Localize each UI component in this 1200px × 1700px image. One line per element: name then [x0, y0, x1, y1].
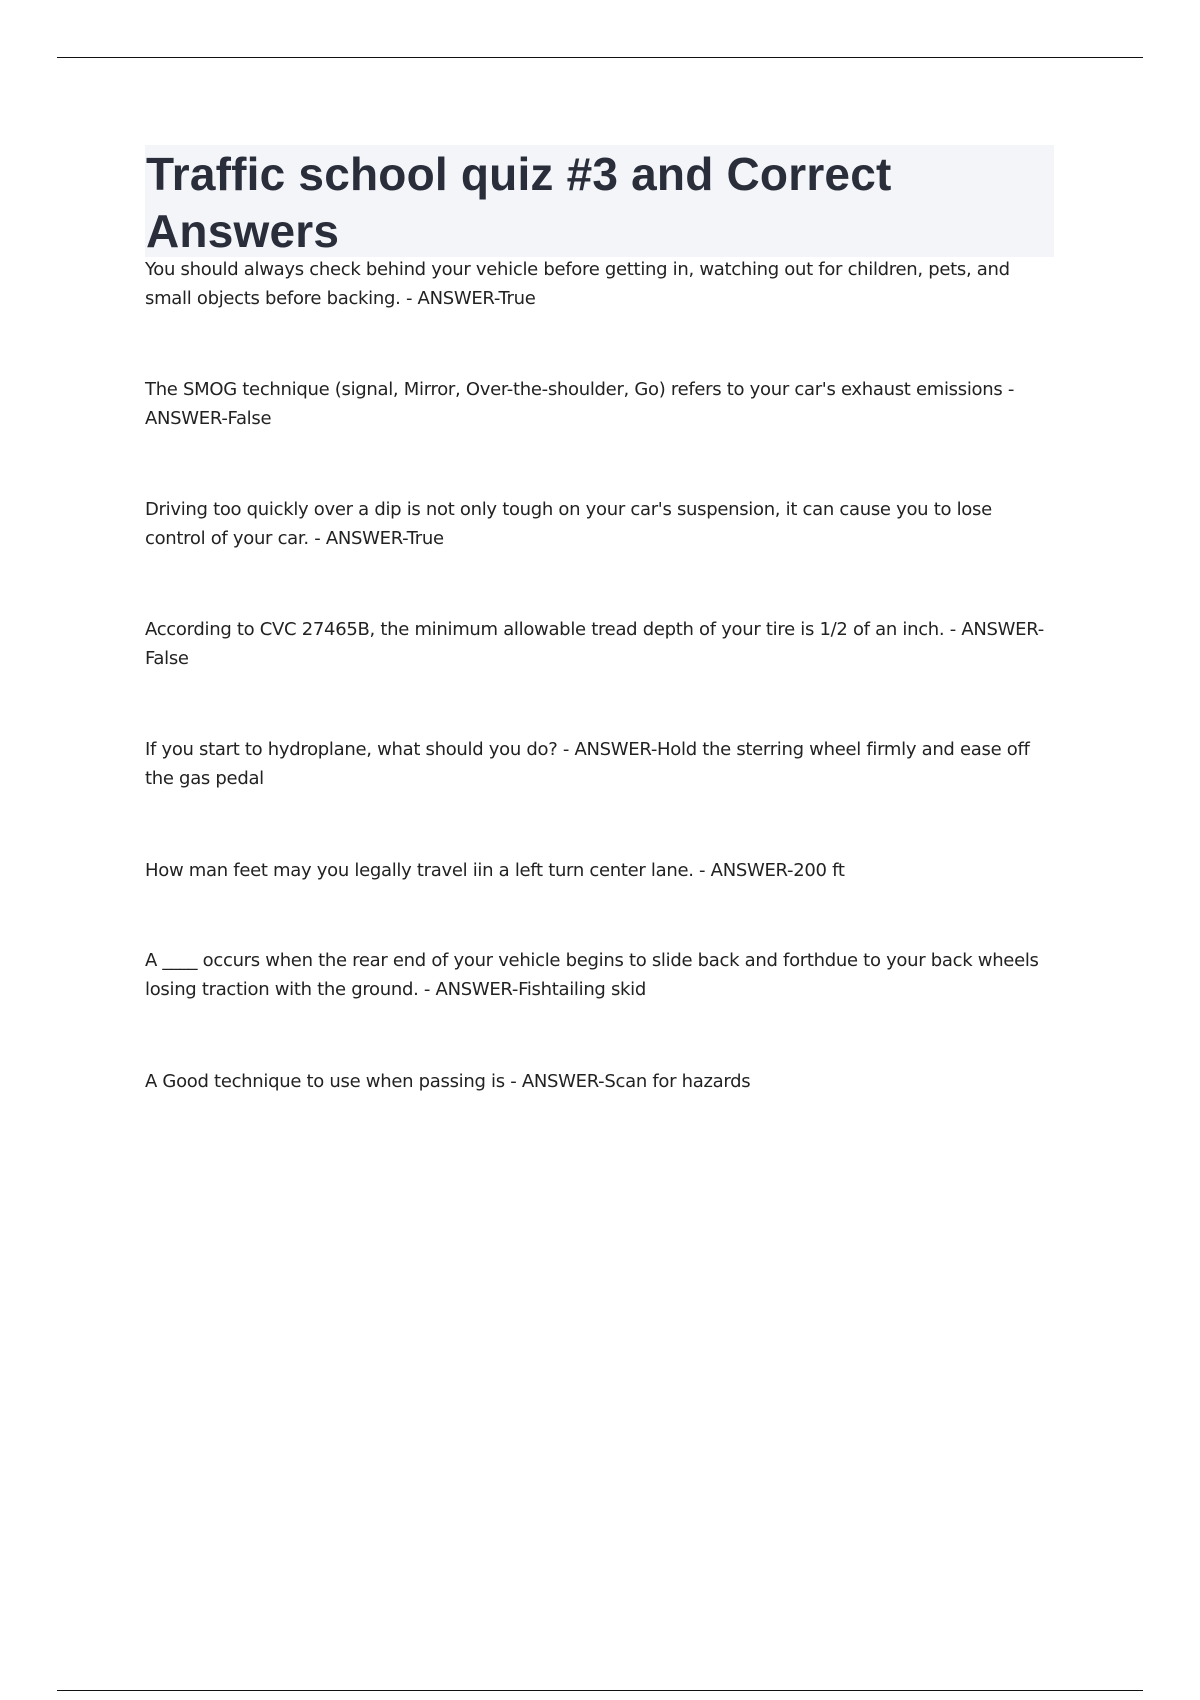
qa-item-4: According to CVC 27465B, the minimum allowable tread depth of your tire is 1/2 of an inch. - ANSWER-False — [145, 619, 1044, 669]
bottom-divider — [57, 1690, 1143, 1691]
qa-item-1: You should always check behind your vehicle before getting in, watching out for children, pets, and small objects before backing. - ANSWER-True — [145, 259, 1010, 309]
qa-item-3: Driving too quickly over a dip is not only tough on your car's suspension, it can cause you to lose control of your car. - ANSWER-True — [145, 499, 992, 549]
qa-item-2: The SMOG technique (signal, Mirror, Over-the-shoulder, Go) refers to your car's exhaust emissions - ANSWER-False — [145, 379, 1015, 429]
qa-item-6: How man feet may you legally travel iin a left turn center lane. - ANSWER-200 ft — [145, 860, 845, 881]
qa-item-8: A Good technique to use when passing is - ANSWER-Scan for hazards — [145, 1071, 751, 1092]
document-title: Traffic school quiz #3 and Correct Answers — [146, 148, 892, 257]
top-divider — [57, 57, 1143, 58]
qa-item-5: If you start to hydroplane, what should you do? - ANSWER-Hold the sterring wheel firmly and ease off the gas pedal — [145, 739, 1030, 789]
qa-item-7: A ____ occurs when the rear end of your vehicle begins to slide back and forthdue to your back wheels losing traction with the ground. - ANSWER-Fishtailing skid — [145, 950, 1039, 1000]
